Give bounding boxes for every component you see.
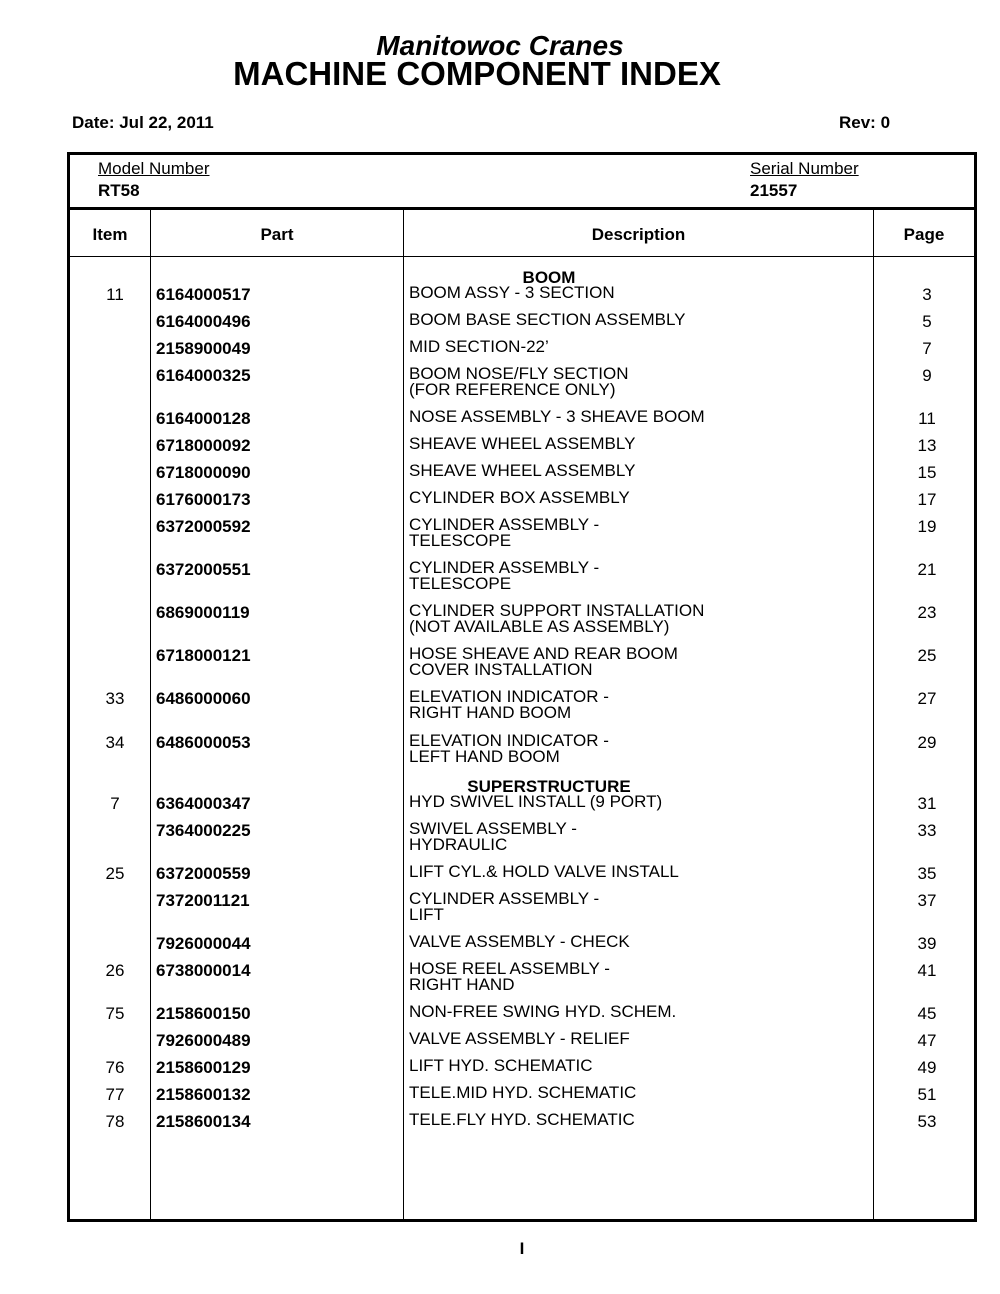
page-reference: 29: [917, 733, 937, 752]
part-number: 2158600150: [156, 1004, 251, 1023]
serial-number-label: Serial Number: [750, 159, 859, 178]
part-description: [409, 1085, 636, 1101]
part-description: [409, 646, 678, 678]
description-line-1: BOOM BASE SECTION ASSEMBLY: [409, 310, 686, 329]
description-line-1: CYLINDER ASSEMBLY -: [409, 889, 600, 908]
part-description: [409, 285, 615, 301]
description-line-1: BOOM NOSE/FLY SECTION: [409, 364, 629, 383]
part-description: [409, 312, 685, 328]
item-number: 77: [105, 1085, 125, 1104]
page-reference: 47: [917, 1031, 937, 1050]
part-description: [409, 1004, 676, 1020]
description-line-1: ELEVATION INDICATOR -: [409, 731, 609, 750]
column-header-page: Page: [903, 225, 945, 244]
page-reference: 21: [917, 560, 937, 579]
description-line-2: (FOR REFERENCE ONLY): [409, 380, 616, 399]
description-line-2: RIGHT HAND BOOM: [409, 703, 572, 722]
page-reference: 11: [918, 409, 936, 428]
page-reference: 13: [917, 436, 937, 455]
item-number: 34: [105, 733, 125, 752]
part-description: [409, 366, 628, 398]
part-description: [409, 1112, 635, 1128]
page-reference: 53: [917, 1112, 937, 1131]
part-description: [409, 961, 610, 993]
page-reference: 35: [917, 864, 937, 883]
part-description: [409, 436, 635, 452]
description-line-2: LIFT: [409, 905, 444, 924]
description-line-2: (NOT AVAILABLE AS ASSEMBLY): [409, 617, 670, 636]
description-line-2: LEFT HAND BOOM: [409, 747, 560, 766]
part-number: 6364000347: [156, 794, 251, 813]
page-reference: 19: [917, 517, 937, 536]
part-number: 6718000090: [156, 463, 251, 482]
description-line-1: CYLINDER BOX ASSEMBLY: [409, 488, 630, 507]
column-divider-description: [873, 210, 874, 1219]
item-number: 78: [105, 1112, 125, 1131]
description-line-1: SHEAVE WHEEL ASSEMBLY: [409, 434, 636, 453]
description-line-2: RIGHT HAND: [409, 975, 515, 994]
page-reference: 39: [917, 934, 937, 953]
item-number: 33: [105, 689, 125, 708]
description-line-1: NON-FREE SWING HYD. SCHEM.: [409, 1002, 677, 1021]
description-line-1: CYLINDER ASSEMBLY -: [409, 558, 600, 577]
page-reference: 31: [917, 794, 937, 813]
part-description: [409, 864, 679, 880]
column-header-item: Item: [92, 225, 128, 244]
description-line-2: TELESCOPE: [409, 574, 512, 593]
description-line-2: COVER INSTALLATION: [409, 660, 593, 679]
part-description: [409, 517, 599, 549]
part-number: 6718000092: [156, 436, 251, 455]
date-label: Date: Jul 22, 2011: [72, 113, 214, 132]
serial-number-value: 21557: [750, 181, 798, 200]
column-header-description: Description: [591, 225, 686, 244]
description-line-1: CYLINDER SUPPORT INSTALLATION: [409, 601, 705, 620]
description-line-1: LIFT CYL.& HOLD VALVE INSTALL: [409, 862, 679, 881]
part-number: 6738000014: [156, 961, 251, 980]
part-description: [409, 1031, 630, 1047]
part-number: 6164000517: [156, 285, 251, 304]
description-line-2: TELESCOPE: [409, 531, 512, 550]
part-number: 6164000128: [156, 409, 251, 428]
description-line-1: MID SECTION-22’: [409, 337, 549, 356]
description-line-1: ELEVATION INDICATOR -: [409, 687, 609, 706]
description-line-1: CYLINDER ASSEMBLY -: [409, 515, 600, 534]
footer-page-number: I: [519, 1239, 525, 1258]
description-line-1: TELE.FLY HYD. SCHEMATIC: [409, 1110, 635, 1129]
section-title: BOOM: [522, 268, 576, 287]
page-reference: 3: [922, 285, 932, 304]
model-number-label: Model Number: [98, 159, 210, 178]
page-reference: 49: [917, 1058, 937, 1077]
page-reference: 9: [922, 366, 932, 385]
column-header-divider: [70, 256, 974, 257]
item-number: 26: [105, 961, 125, 980]
page-reference: 15: [917, 463, 937, 482]
part-description: [409, 490, 630, 506]
description-line-1: NOSE ASSEMBLY - 3 SHEAVE BOOM: [409, 407, 705, 426]
description-line-1: SHEAVE WHEEL ASSEMBLY: [409, 461, 636, 480]
item-number: 76: [105, 1058, 125, 1077]
page-reference: 51: [917, 1085, 937, 1104]
part-number: 6372000592: [156, 517, 251, 536]
document-title: MACHINE COMPONENT INDEX: [233, 55, 721, 92]
description-line-1: VALVE ASSEMBLY - CHECK: [409, 932, 630, 951]
description-line-1: TELE.MID HYD. SCHEMATIC: [409, 1083, 637, 1102]
part-description: [409, 689, 609, 721]
part-number: 2158600132: [156, 1085, 251, 1104]
part-number: 6486000060: [156, 689, 251, 708]
component-index-table: [67, 152, 977, 1222]
part-description: [409, 733, 609, 765]
page-reference: 41: [917, 961, 937, 980]
description-line-1: HYD SWIVEL INSTALL (9 PORT): [409, 792, 663, 811]
item-number: 25: [105, 864, 125, 883]
description-line-1: HOSE SHEAVE AND REAR BOOM: [409, 644, 678, 663]
description-line-1: LIFT HYD. SCHEMATIC: [409, 1056, 593, 1075]
part-description: [409, 821, 577, 853]
page-reference: 25: [917, 646, 937, 665]
page-reference: 37: [917, 891, 937, 910]
part-number: 7372001121: [156, 891, 250, 910]
column-divider-part: [403, 210, 404, 1219]
revision-label: Rev: 0: [839, 113, 891, 132]
part-description: [409, 794, 662, 810]
page-reference: 45: [917, 1004, 937, 1023]
part-description: [409, 463, 635, 479]
part-number: 2158900049: [156, 339, 251, 358]
part-number: 7364000225: [156, 821, 251, 840]
page-reference: 5: [922, 312, 932, 331]
part-number: 6869000119: [156, 603, 250, 622]
part-number: 2158600129: [156, 1058, 251, 1077]
item-number: 75: [105, 1004, 125, 1023]
part-description: [409, 339, 549, 355]
section-title: SUPERSTRUCTURE: [467, 777, 631, 796]
item-number: 11: [106, 285, 124, 304]
description-line-1: VALVE ASSEMBLY - RELIEF: [409, 1029, 630, 1048]
part-description: [409, 934, 630, 950]
column-header-part: Part: [260, 225, 294, 244]
page-reference: 33: [917, 821, 937, 840]
description-line-2: HYDRAULIC: [409, 835, 508, 854]
header-divider: [70, 207, 974, 210]
part-number: 6164000496: [156, 312, 251, 331]
part-description: [409, 1058, 593, 1074]
part-number: 2158600134: [156, 1112, 251, 1131]
description-line-1: BOOM ASSY - 3 SECTION: [409, 283, 615, 302]
page-reference: 17: [917, 490, 937, 509]
description-line-1: SWIVEL ASSEMBLY -: [409, 819, 577, 838]
part-number: 7926000489: [156, 1031, 251, 1050]
page-reference: 23: [917, 603, 937, 622]
part-number: 6176000173: [156, 490, 251, 509]
part-number: 6718000121: [156, 646, 251, 665]
item-number: 7: [110, 794, 120, 813]
model-number-value: RT58: [98, 181, 140, 200]
brand-name: Manitowoc Cranes: [376, 30, 624, 61]
page-reference: 7: [922, 339, 932, 358]
part-number: 6486000053: [156, 733, 251, 752]
part-description: [409, 560, 599, 592]
description-line-1: HOSE REEL ASSEMBLY -: [409, 959, 610, 978]
part-number: 6164000325: [156, 366, 251, 385]
page-reference: 27: [917, 689, 937, 708]
part-number: 6372000559: [156, 864, 251, 883]
part-number: 6372000551: [156, 560, 251, 579]
part-description: [409, 409, 705, 425]
part-number: 7926000044: [156, 934, 251, 953]
part-description: [409, 603, 704, 635]
part-description: [409, 891, 599, 923]
